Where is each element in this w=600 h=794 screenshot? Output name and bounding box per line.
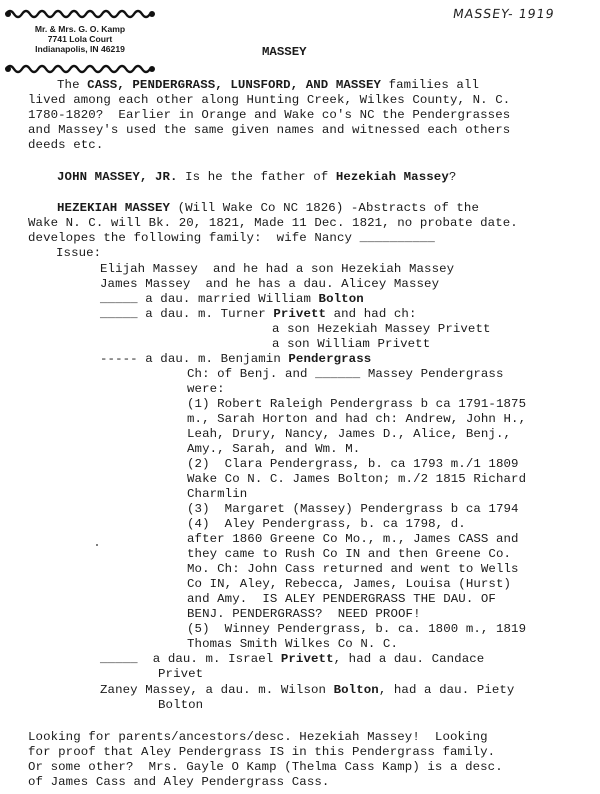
- text-line: [187, 412, 526, 426]
- text-run: ?: [448, 170, 457, 184]
- speck-mark: [96, 544, 98, 546]
- text-run: Issue:: [56, 246, 102, 260]
- text-run: and Amy. IS ALEY PENDERGRASS THE DAU. OF: [187, 592, 496, 606]
- text-run: after 1860 Greene Co Mo., m., James CASS and: [187, 532, 519, 546]
- text-line: [187, 547, 511, 561]
- address-line: Mr. & Mrs. G. O. Kamp: [34, 24, 126, 34]
- text-run: a son Hezekiah Massey Privett: [272, 322, 491, 336]
- text-line: [272, 322, 491, 336]
- text-run: Privet: [158, 667, 204, 681]
- text-run: Ch: of Benj. and ______ Massey Pendergrass: [187, 367, 504, 381]
- text-line: [28, 760, 503, 774]
- text-run: , had a dau. Candace: [333, 652, 485, 666]
- text-line: [56, 246, 101, 260]
- text-line: [28, 123, 510, 137]
- text-run: _____ a dau. married William: [100, 292, 319, 306]
- bold-name: Privett: [280, 652, 334, 666]
- text-run: Amy., Sarah, and Wm. M.: [187, 442, 361, 456]
- bold-name: HEZEKIAH MASSEY: [57, 201, 171, 215]
- text-run: _____ a dau. m. Israel: [100, 652, 281, 666]
- bold-name: Hezekiah Massey: [335, 170, 449, 184]
- bold-name: Bolton: [333, 683, 379, 697]
- text-run: Zaney Massey, a dau. m. Wilson: [100, 683, 334, 697]
- address-line: Indianapolis, IN 46219: [35, 44, 125, 54]
- text-run: Elijah Massey and he had a son Hezekiah Massey: [100, 262, 455, 276]
- text-line: [100, 262, 454, 276]
- text-line: [187, 472, 526, 486]
- text-run: lived among each other along Hunting Creek, Wilkes County, N. C.: [28, 93, 511, 107]
- text-line: [187, 622, 526, 636]
- text-run: developes the following family: wife Nancy __________: [28, 231, 435, 245]
- address-line: 7741 Lola Court: [47, 34, 113, 44]
- text-run: they came to Rush Co IN and then Greene Co.: [187, 547, 512, 561]
- text-line: [57, 170, 456, 184]
- text-run: The: [57, 78, 88, 92]
- scroll-ornament-bottom: [4, 63, 156, 75]
- text-line: [100, 652, 484, 666]
- text-run: m., Sarah Horton and had ch: Andrew, John H.,: [187, 412, 527, 426]
- text-line: [272, 337, 430, 351]
- text-run: (4) Aley Pendergrass, b. ca 1798, d.: [187, 517, 466, 531]
- text-run: Is he the father of: [177, 170, 336, 184]
- text-line: [28, 231, 435, 245]
- bold-name: CASS, PENDERGRASS, LUNSFORD, AND MASSEY: [87, 78, 382, 92]
- scroll-ornament-top: [4, 8, 156, 20]
- text-run: Co IN, Aley, Rebecca, James, Louisa (Hurst): [187, 577, 512, 591]
- text-line: [28, 745, 495, 759]
- text-line: [100, 683, 514, 697]
- text-run: Wake Co N. C. James Bolton; m./2 1815 Richard: [187, 472, 527, 486]
- text-run: Thomas Smith Wilkes Co N. C.: [187, 637, 398, 651]
- text-line: [28, 730, 488, 744]
- text-run: (3) Margaret (Massey) Pendergrass b ca 1794: [187, 502, 519, 516]
- text-run: were:: [187, 382, 225, 396]
- text-line: [187, 562, 519, 576]
- text-run: BENJ. PENDERGRASS? NEED PROOF!: [187, 607, 421, 621]
- text-run: (5) Winney Pendergrass, b. ca. 1800 m., 1819: [187, 622, 527, 636]
- page-title: MASSEY: [262, 45, 307, 59]
- text-run: , had a dau. Piety: [378, 683, 515, 697]
- text-line: [187, 592, 496, 606]
- text-line: [28, 93, 510, 107]
- text-line: [57, 78, 479, 92]
- text-line: [57, 201, 479, 215]
- text-run: Mo. Ch: John Cass returned and went to Wells: [187, 562, 519, 576]
- text-run: (2) Clara Pendergrass, b. ca 1793 m./1 1809: [187, 457, 519, 471]
- text-line: [187, 397, 526, 411]
- text-run: 1780-1820? Earlier in Orange and Wake co's NC the Pendergrasses: [28, 108, 511, 122]
- text-line: [28, 108, 510, 122]
- text-line: [158, 698, 203, 712]
- handwritten-note: MASSEY- 1919: [451, 6, 556, 21]
- text-line: [100, 307, 417, 321]
- text-run: Leah, Drury, Nancy, James D., Alice, Benj.,: [187, 427, 512, 441]
- bold-name: JOHN MASSEY, JR.: [57, 170, 178, 184]
- text-line: [187, 637, 398, 651]
- text-run: ----- a dau. m. Benjamin: [100, 352, 289, 366]
- text-line: [187, 517, 466, 531]
- text-line: [187, 427, 511, 441]
- text-run: for proof that Aley Pendergrass IS in this Pendergrass family.: [28, 745, 496, 759]
- text-run: _____ a dau. m. Turner: [100, 307, 274, 321]
- text-run: Wake N. C. will Bk. 20, 1821, Made 11 Dec. 1821, no probate date.: [28, 216, 518, 230]
- text-line: [187, 367, 504, 381]
- text-line: [158, 667, 203, 681]
- text-line: [100, 292, 364, 306]
- text-line: [187, 502, 519, 516]
- text-line: [187, 487, 247, 501]
- text-run: James Massey and he has a dau. Alicey Massey: [100, 277, 440, 291]
- text-line: [100, 352, 371, 366]
- text-run: deeds etc.: [28, 138, 104, 152]
- text-run: Bolton: [158, 698, 204, 712]
- text-run: Or some other? Mrs. Gayle O Kamp (Thelma Cass Kamp) is a desc.: [28, 760, 503, 774]
- text-run: a son William Privett: [272, 337, 431, 351]
- text-run: (Will Wake Co NC 1826) -Abstracts of the: [170, 201, 480, 215]
- text-line: [187, 442, 360, 456]
- bold-name: Bolton: [318, 292, 364, 306]
- text-line: [187, 382, 225, 396]
- text-line: [187, 577, 511, 591]
- text-line: [28, 216, 518, 230]
- text-run: and Massey's used the same given names and witnessed each others: [28, 123, 511, 137]
- text-line: [187, 457, 519, 471]
- text-line: [100, 277, 439, 291]
- text-run: (1) Robert Raleigh Pendergrass b ca 1791-1875: [187, 397, 527, 411]
- text-line: [187, 607, 421, 621]
- text-run: of James Cass and Aley Pendergrass Cass.: [28, 775, 330, 789]
- text-run: and had ch:: [326, 307, 417, 321]
- text-line: [187, 532, 519, 546]
- bold-name: Pendergrass: [288, 352, 372, 366]
- text-line: [28, 775, 329, 789]
- bold-name: Privett: [273, 307, 327, 321]
- text-run: Charmlin: [187, 487, 248, 501]
- text-run: Looking for parents/ancestors/desc. Hezekiah Massey! Looking: [28, 730, 488, 744]
- text-run: families all: [381, 78, 480, 92]
- text-line: [28, 138, 103, 152]
